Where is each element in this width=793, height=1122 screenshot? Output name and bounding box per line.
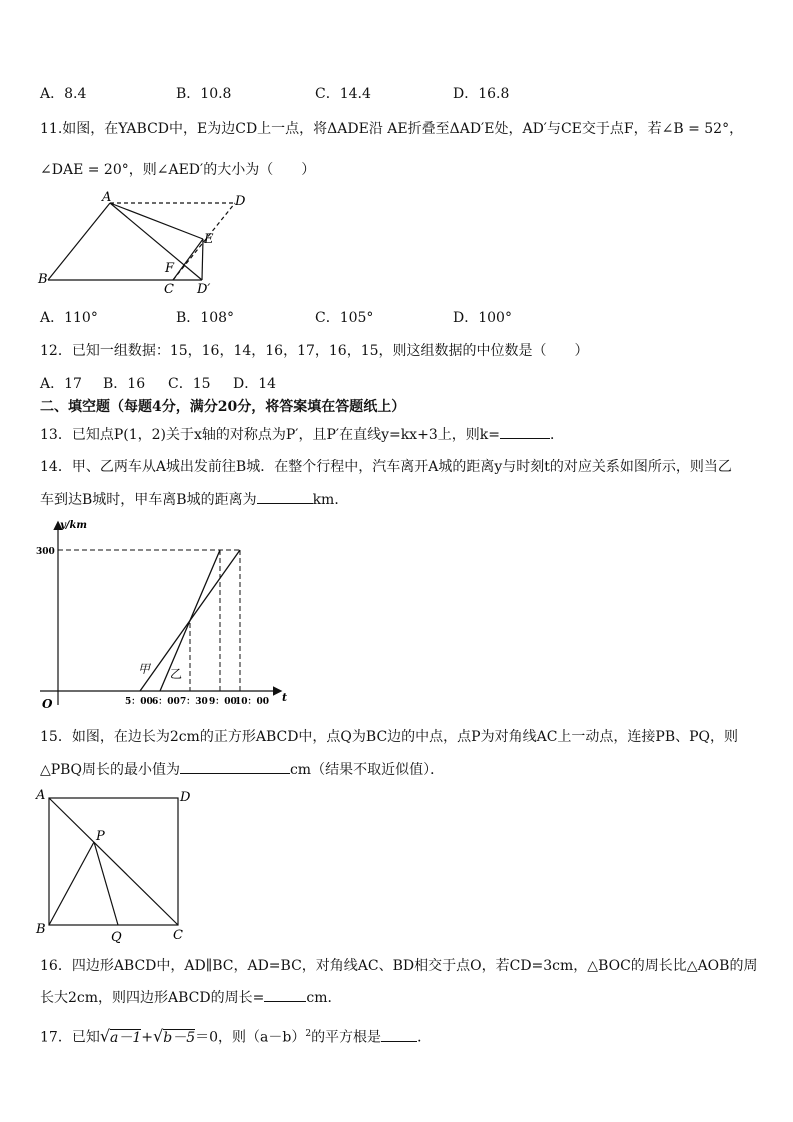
- diagonal-ac: [49, 798, 178, 925]
- q17-mid: ＝0，则（a－b）: [195, 1029, 306, 1046]
- label-e: E: [204, 232, 214, 247]
- q12-option-b: B．16: [103, 376, 146, 392]
- label-p: P: [96, 829, 105, 844]
- q14-line1: 14．甲、乙两车从A城出发前往B城．在整个行程中，汽车离开A城的距离y与时刻t的对应关系如图所示，则当乙: [40, 459, 732, 475]
- section-heading: 二、填空题（每题4分，满分20分，将答案填在答题纸上）: [40, 399, 406, 415]
- q10-option-b: B．10.8: [176, 86, 232, 102]
- q11-line1: 11.如图，在YABCD中，E为边CD上一点，将ΔADE沿 AE折叠至ΔAD′E处，AD′与CE交于点F，若∠B = 52°，: [40, 121, 744, 137]
- q17-exponent: 2: [305, 1029, 312, 1039]
- q10-option-d: D．16.8: [453, 86, 510, 102]
- q17-suffix: 的平方根是: [311, 1029, 382, 1046]
- x-tick-730: 7：30: [180, 697, 208, 707]
- q16-answer-blank[interactable]: [264, 987, 306, 1002]
- q11-option-c: C．105°: [315, 310, 374, 326]
- q12-option-a: A．17: [40, 376, 82, 392]
- segment-ed-prime: [202, 239, 203, 280]
- q17-question: [40, 1024, 431, 1048]
- q14-answer-blank[interactable]: [257, 489, 313, 504]
- q15-text: △PBQ周长的最小值为: [40, 762, 180, 778]
- y-tick-300: 300: [36, 547, 55, 557]
- label-c: C: [164, 282, 174, 297]
- q16-unit: cm．: [306, 990, 342, 1006]
- label-a: A: [36, 788, 46, 803]
- q12-option-c: C．15: [168, 376, 211, 392]
- q11-line2: ∠DAE = 20°，则∠AED′的大小为（ ）: [40, 162, 316, 178]
- q17-sqrt1: a－1: [110, 1029, 142, 1046]
- q13-question: [40, 424, 564, 445]
- q17-plus: +: [141, 1029, 154, 1046]
- q11-option-b: B．108°: [176, 310, 235, 326]
- label-b: B: [38, 272, 48, 287]
- q15-line1: 15．如图，在边长为2cm的正方形ABCD中，点Q为BC边的中点，点P为对角线AC上一动点，连接PB、PQ，则: [40, 729, 739, 745]
- q14-unit: km．: [312, 492, 349, 508]
- x-tick-600: 6：00: [152, 697, 180, 707]
- segment-ad-prime: [110, 203, 202, 280]
- q11-parallelogram-figure: [30, 190, 260, 300]
- fold-line-ae: [110, 203, 203, 239]
- label-b: B: [36, 922, 46, 937]
- q17-prefix: 17．已知: [40, 1029, 100, 1046]
- x-tick-500: 5：00: [125, 697, 153, 707]
- q17-sqrt2: b－5: [163, 1029, 196, 1046]
- q15-square-figure: [30, 786, 200, 946]
- q15-answer-blank[interactable]: [180, 759, 290, 774]
- side-ab: [48, 203, 110, 280]
- q13-answer-blank[interactable]: [500, 424, 550, 439]
- label-c: C: [173, 928, 183, 943]
- q12-option-d: D．14: [233, 376, 277, 392]
- label-d: D: [235, 194, 246, 209]
- q14-text: 车到达B城时，甲车离B城的距离为: [40, 492, 257, 508]
- series-yi-line: [160, 550, 220, 691]
- x-tick-900: 9：00: [209, 697, 237, 707]
- q13-end: ．: [549, 427, 564, 443]
- label-a: A: [102, 190, 112, 205]
- q10-option-c: C．14.4: [315, 86, 371, 102]
- q14-line2: [40, 489, 348, 510]
- q16-line1: 16．四边形ABCD中，AD∥BC，AD=BC，对角线AC、BD相交于点O，若CD=3cm，△BOC的周长比△AOB的周: [40, 958, 758, 974]
- series-jia-label: 甲: [138, 662, 151, 676]
- q14-distance-time-graph: [30, 515, 290, 720]
- label-q: Q: [111, 930, 122, 945]
- q13-text: 13．已知点P(1，2)关于x轴的对称点为P′，且P′在直线y=kx+3上，则k=: [40, 427, 500, 443]
- x-tick-1000: 10：00: [235, 697, 270, 707]
- q12-text: 12．已知一组数据：15，16，14，16，17，16，15，则这组数据的中位数是（ ）: [40, 343, 589, 359]
- q15-unit: cm（结果不取近似值）．: [289, 762, 445, 778]
- y-axis-label: y/km: [60, 520, 87, 531]
- sqrt2-radical-icon: √: [153, 1026, 164, 1046]
- q17-end: ．: [417, 1029, 432, 1046]
- series-yi-label: 乙: [170, 667, 183, 681]
- q15-line2: [40, 759, 444, 780]
- sqrt1-radical-icon: √: [99, 1026, 111, 1046]
- q17-answer-blank[interactable]: [381, 1027, 417, 1042]
- label-f: F: [165, 261, 175, 276]
- q16-line2: [40, 987, 341, 1008]
- q11-option-d: D．100°: [453, 310, 512, 326]
- q16-text: 长大2cm，则四边形ABCD的周长=: [40, 990, 265, 1006]
- label-d: D: [180, 790, 191, 805]
- origin-label: O: [42, 697, 53, 711]
- q11-option-a: A．110°: [40, 310, 98, 326]
- x-axis-label: t: [282, 691, 288, 704]
- label-d-prime: D′: [197, 282, 211, 297]
- segment-pb: [49, 842, 94, 925]
- q10-option-a: A．8.4: [40, 86, 87, 102]
